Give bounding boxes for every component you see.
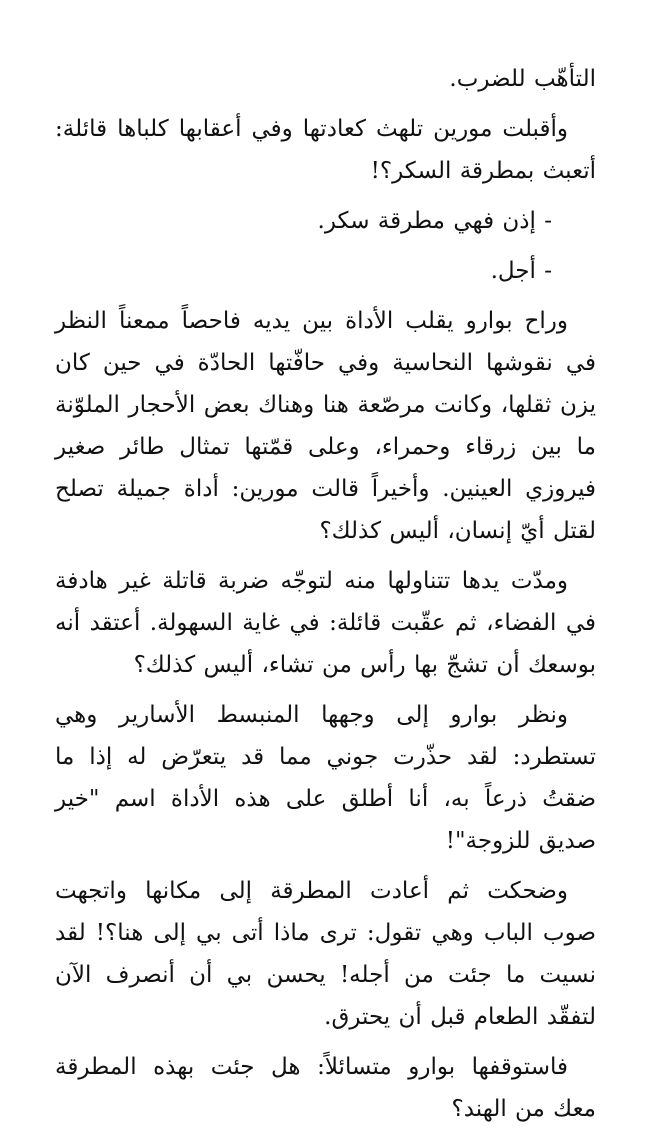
paragraph-wife-best-friend: ونظر بوارو إلى وجهها المنبسط الأسارير وهي تستطرد: لقد حذّرت جوني مما قد يتعرّض له إذا ما ضقتُ ذرعاً به، أنا أطلق على هذه الأداة اسم "خير صديق للزوجة"!: [55, 702, 596, 854]
paragraph-continuation: التأهّب للضرب.: [449, 66, 596, 92]
dialogue-line-sugar-hammer: - إذن فهي مطرقة سكر.: [317, 208, 552, 234]
paragraph-maureen-swings: ومدّت يدها تتناولها منه لتوجّه ضربة قاتلة غير هادفة في الفضاء، ثم عقّبت قائلة: في غاية السهولة. أعتقد أنه بوسعك أن تشجّ بها رأس من تشاء، أليس كذلك؟: [55, 568, 596, 678]
paragraph-maureen-leaves: وضحكت ثم أعادت المطرقة إلى مكانها واتجهت صوب الباب وهي تقول: ترى ماذا أتى بي إلى هنا؟! لقد نسيت ما جئت من أجله! يحسن بي أن أنصرف الآن لتفقّد الطعام قبل أن يحترق.: [55, 878, 596, 1030]
paragraph-maureen-arrives: وأقبلت مورين تلهث كعادتها وفي أعقابها كلباها قائلة: أتعبث بمطرقة السكر؟!: [55, 116, 596, 184]
paragraph-poirot-examines: وراح بوارو يقلب الأداة بين يديه فاحصاً ممعناً النظر في نقوشها النحاسية وفي حافّتها الحادّة في حين كان يزن ثقلها، وكانت مرصّعة هنا وهناك بعض الأحجار الملوّنة ما بين زرقاء وحمراء، وعلى قمّتها تمثال طائر صغير فيروزي العينين. وأخيراً قالت مورين: أداة جميلة تصلح لقتل أيّ إنسان، أليس كذلك؟: [55, 308, 596, 544]
paragraph-poirot-asks: فاستوقفها بوارو متسائلاً: هل جئت بهذه المطرقة معك من الهند؟: [55, 1054, 596, 1122]
dialogue-line-yes: - أجل.: [490, 258, 552, 284]
